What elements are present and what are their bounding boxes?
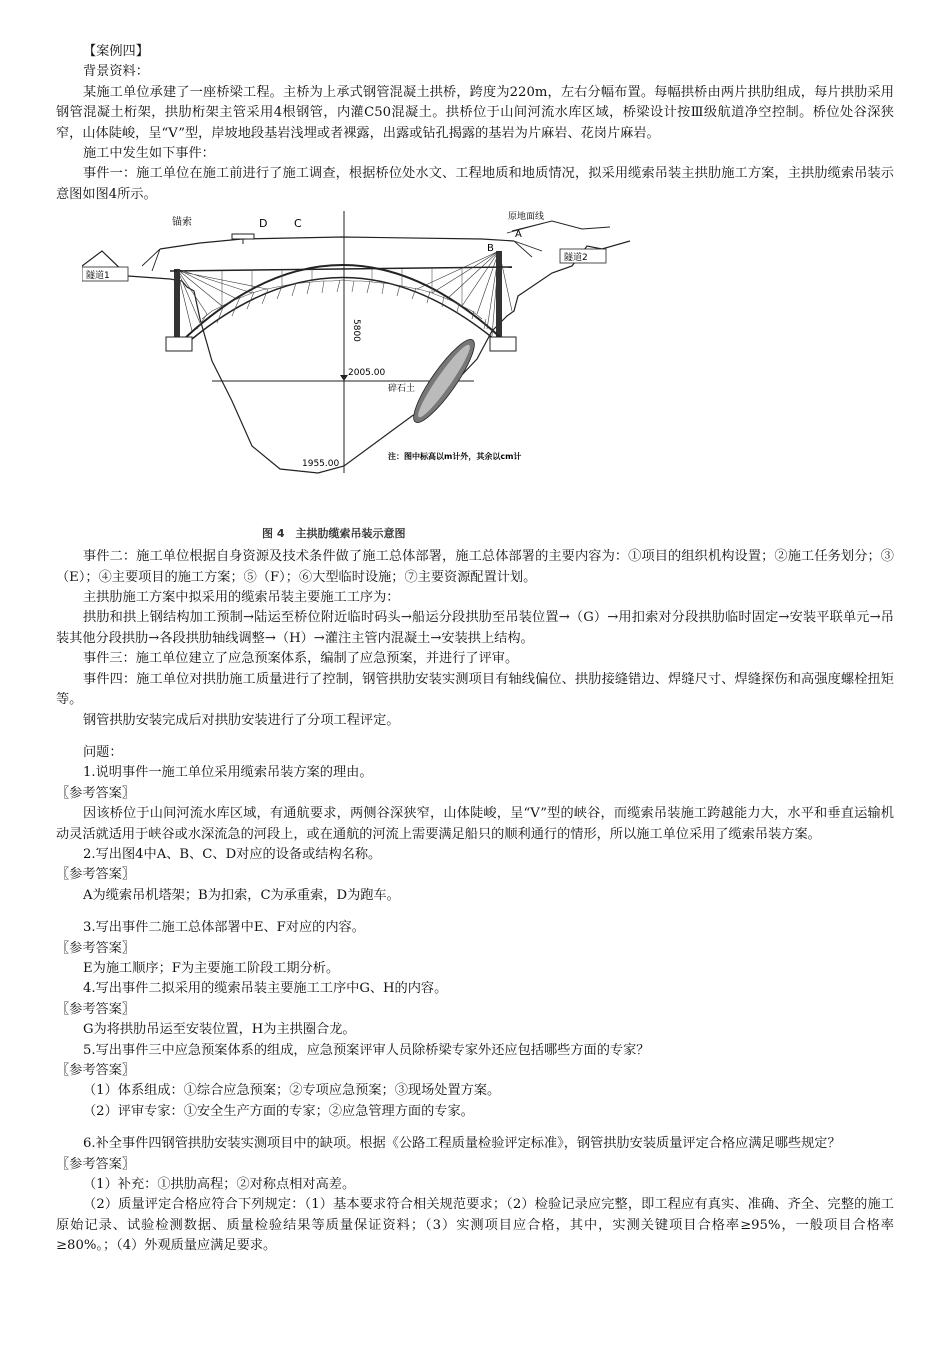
main-cable [160,237,514,249]
document-page [56,42,894,1257]
question-5: 5.写出事件三中应急预案体系的组成，应急预案评审人员除桥梁专家外还应包括哪些方面的专家？ [83,1042,650,1058]
arch-truss [197,280,486,329]
figure-caption: 图 4 主拱肋缆索吊装示意图 [262,527,406,541]
label-d: D [259,217,268,231]
trolley-d [232,234,254,239]
answer-1: 因该桥位于山间河流水库区域，有通航要求，两侧谷深狭窄，山体陡峻，呈“V”型的峡谷，而缆索吊装施工跨越能力大，水平和垂直运输机动灵活就适用于峡谷或水深流急的河段上，或在通航的河流上需要满足船只的顺利通行的情形，所以施工单位采用了缆索吊装方案。 [56,806,894,842]
reference-answer-label: 〖参考答案〗 [56,867,136,883]
answer-2: A为缆索吊机塔架；B为扣索，C为承重索，D为跑车。 [83,887,400,903]
process-intro: 主拱肋施工方案中拟采用的缆索吊装主要施工工序为： [83,590,400,606]
answer-6-part-1: （1）补充：①拱肋高程；②对称点相对高差。 [83,1177,356,1193]
answer-3: E为施工顺序；F为主要施工阶段工期分析。 [83,960,340,976]
reference-answer-label: 〖参考答案〗 [56,1063,136,1078]
arch-inner [192,278,494,343]
questions-label: 问题： [83,744,123,760]
tunnel-2-label: 隧道2 [564,253,588,264]
tunnel-1-label: 隧道1 [86,271,110,282]
background-label: 背景资料： [83,64,149,80]
ground-leader [507,223,544,233]
label-a: A [515,229,522,241]
answer-5-part-1: （1）体系组成：①综合应急预案；②专项应急预案；③现场处置方案。 [83,1083,501,1099]
answer-6-part-2: （2）质量评定合格应符合下列规定：（1）基本要求符合相关规范要求；（2）检验记录应完整，即工程应有真实、准确、齐全、完整的施工原始记录、试验检测数据、质量检验结果等质量保证资料；（3）实测项目应合格，其中，实测关键项目合格率≥95%，一般项目合格率≥80%。；（4）外观质量应满足要求。 [56,1197,894,1254]
ground-line-label: 原地面线 [508,212,545,223]
figure-note: 注：图中标高以m计外，其余以cm计 [388,452,522,462]
original-ground-line [512,221,610,231]
event-one: 事件一：施工单位在施工前进行了施工调查，根据桥位处水文、工程地质和地质情况，拟采用缆索吊装主拱肋施工方案，主拱肋缆索吊装示意图如图4所示。 [56,166,894,202]
answer-4: G为将拱肋吊运至安装位置，H为主拱圈合龙。 [83,1022,356,1038]
reference-answer-label: 〖参考答案〗 [56,1001,136,1017]
anchor-label: 锚索 [172,217,192,229]
water-level-label: 2005.00 [348,368,386,379]
reference-answer-label: 〖参考答案〗 [56,940,136,956]
left-foundation [166,337,192,351]
event-two: 事件二：施工单位根据自身资源及技术条件做了施工总体部署，施工总体部署的主要内容为：①项目的组织机构设置；②施工任务划分；③（E）；④主要项目的施工方案；⑤（F）；⑥大型临时设施；⑦主要资源配置计划。 [56,549,894,585]
diagram-svg [82,211,630,511]
terrain-line [82,241,630,473]
height-label: 5800 [351,319,361,343]
evaluation-note: 钢管拱肋安装完成后对拱肋安装进行了分项工程评定。 [83,712,400,728]
bottom-elevation-label: 1955.00 [302,459,340,470]
event-three: 事件三：施工单位建立了应急预案体系，编制了应急预案，并进行了评审。 [83,651,519,667]
process-steps: 拱肋和拱上钢结构加工预制→陆运至桥位附近临时码头→船运分段拱肋至吊装位置→（G）→用扣索对分段拱肋临时固定→安装平联单元→吊装其他分段拱肋→各段拱肋轴线调整→（H）→灌注主管内混凝土→安装拱上结构。 [56,610,894,646]
left-tower [174,269,180,339]
events-intro: 施工中发生如下事件： [83,146,215,162]
gravel-label: 碎石土 [388,384,416,395]
water-marker [340,375,348,381]
question-1: 1.说明事件一施工单位采用缆索吊装方案的理由。 [83,765,373,781]
question-3: 3.写出事件二施工总体部署中E、F对应的内容。 [83,920,365,936]
label-c: C [294,217,302,231]
right-foundation [490,337,516,351]
question-4: 4.写出事件二拟采用的缆索吊装主要施工工序中G、H的内容。 [83,981,448,997]
reference-answer-label: 〖参考答案〗 [56,1156,136,1172]
event-four: 事件四：施工单位对拱肋施工质量进行了控制，钢管拱肋安装实测项目有轴线偏位、拱肋接缝错边、焊缝尺寸、焊缝探伤和高强度螺栓扭矩等。 [56,671,894,708]
label-b: B [487,243,494,255]
question-6: 6.补全事件四钢管拱肋安装实测项目中的缺项。根据《公路工程质量检验评定标准》，钢管拱肋安装质量评定合格应满足哪些规定？ [83,1136,841,1152]
reference-answer-label: 〖参考答案〗 [56,785,136,801]
cable-hoisting-diagram [82,211,630,523]
question-2: 2.写出图4中A、B、C、D对应的设备或结构名称。 [83,846,382,862]
background-paragraph: 某施工单位承建了一座桥梁工程。主桥为上承式钢管混凝土拱桥，跨度为220m，左右分幅布置。每幅拱桥由两片拱肋组成，每片拱肋采用钢管混凝土桁架，拱肋桁架主管采用4根钢管，内灌C50混凝土。拱桥位于山间河流水库区域，桥梁设计按Ⅲ级航道净空控制。桥位处谷深狭窄，山体陡峻，呈“V”型，岸坡地段基岩浅埋或者裸露，出露或钻孔揭露的基岩为片麻岩、花岗片麻岩。 [56,84,894,141]
case-title: 【案例四】 [83,44,149,59]
answer-5-part-2: （2）评审专家：①安全生产方面的专家；②应急管理方面的专家。 [83,1103,474,1119]
